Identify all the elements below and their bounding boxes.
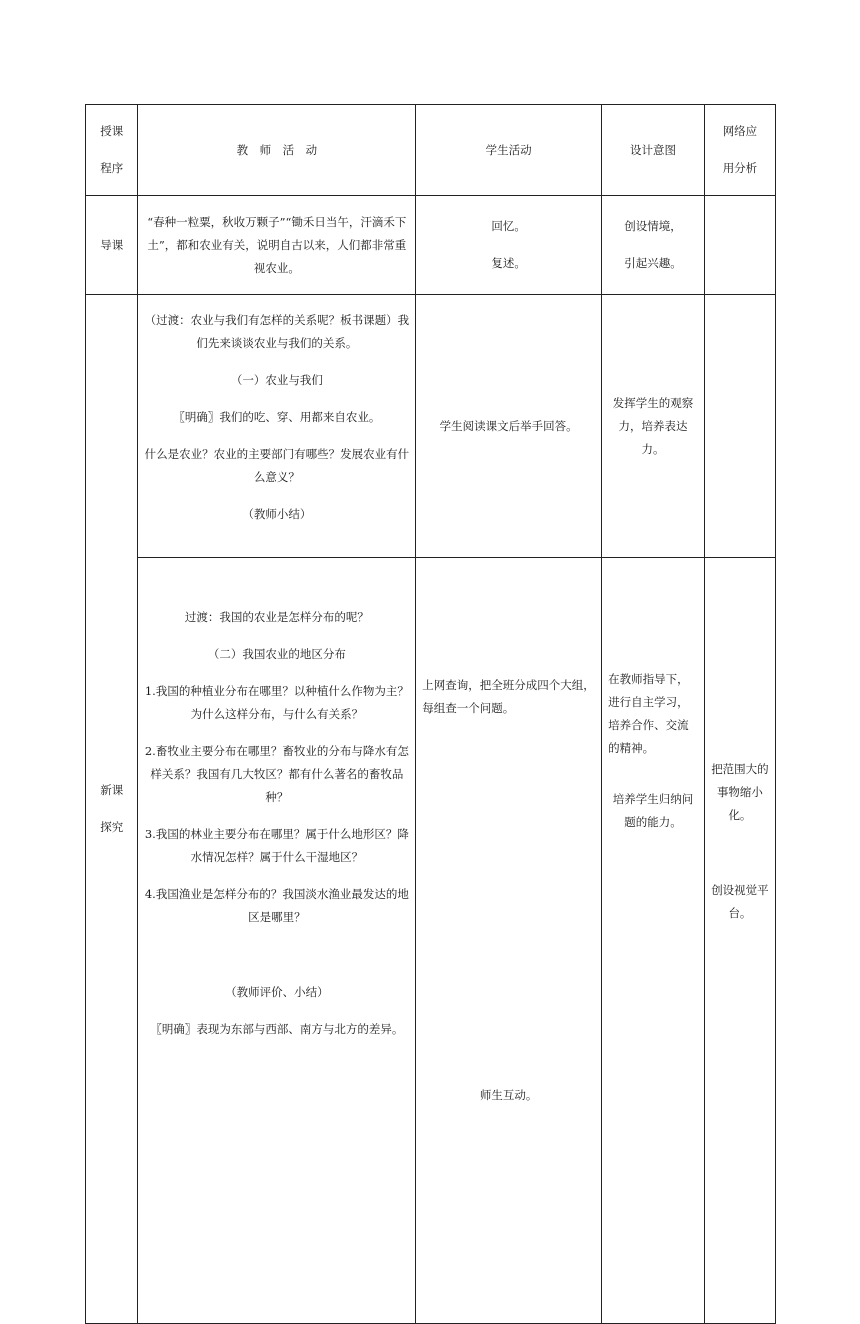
intro-student: 回忆。 复述。 bbox=[416, 196, 602, 295]
intro-teacher: “春种一粒粟，秋收万颗子”“锄禾日当午，汗滴禾下土”，都和农业有关，说明自古以来，人们都非常重视农业。 bbox=[138, 196, 416, 295]
explore-part1-design: 发挥学生的观察力，培养表达力。 bbox=[602, 295, 705, 558]
explore-part2-teacher: 过渡：我国的农业是怎样分布的呢？ （二）我国农业的地区分布 1.我国的种植业分布在哪里？以种植什么作物为主？为什么这样分布，与什么有关系？ 2.畜牧业主要分布在哪里？畜牧业的分布与降水有怎样关系？我国有几大牧区？都有什么著名的畜牧品种？ 3.我国的林业主要分布在哪里？属于什么地形区？降水情况怎样？属于什么干湿地区？ 4.我国渔业是怎样分布的？我国淡水渔业最发达的地区是哪里？ （教师评价、小结） 〖明确〗表现为东部与西部、南方与北方的差异。 bbox=[138, 558, 416, 1324]
intro-program: 导课 bbox=[86, 196, 138, 295]
explore-program: 新课 探究 bbox=[86, 295, 138, 1324]
header-network: 网络应 用分析 bbox=[704, 105, 775, 196]
explore-part2-design: 在教师指导下，进行自主学习，培养合作、交流的精神。 培养学生归纳问题的能力。 bbox=[602, 558, 705, 1324]
intro-network bbox=[704, 196, 775, 295]
header-row bbox=[86, 105, 776, 196]
lesson-plan-table bbox=[85, 104, 776, 1324]
explore-part1-teacher: （过渡：农业与我们有怎样的关系呢？板书课题）我们先来谈谈农业与我们的关系。 （一）农业与我们 〖明确〗我们的吃、穿、用都来自农业。 什么是农业？农业的主要部门有哪些？发展农业有什么意义？ （教师小结） bbox=[138, 295, 416, 558]
explore-part2-network: 把范围大的事物缩小化。 创设视觉平台。 bbox=[704, 558, 775, 1324]
header-student: 学生活动 bbox=[416, 105, 602, 196]
header-design: 设计意图 bbox=[602, 105, 705, 196]
header-program: 授课 程序 bbox=[86, 105, 138, 196]
intro-row bbox=[86, 196, 776, 295]
explore-part1-network bbox=[704, 295, 775, 558]
explore-row-1 bbox=[86, 295, 776, 558]
explore-part1-student: 学生阅读课文后举手回答。 bbox=[416, 295, 602, 558]
explore-part2-student: 上网查询，把全班分成四个大组，每组查一个问题。 师生互动。 bbox=[416, 558, 602, 1324]
intro-design: 创设情境， 引起兴趣。 bbox=[602, 196, 705, 295]
explore-row-2 bbox=[86, 558, 776, 1324]
header-teacher: 教 师 活 动 bbox=[138, 105, 416, 196]
